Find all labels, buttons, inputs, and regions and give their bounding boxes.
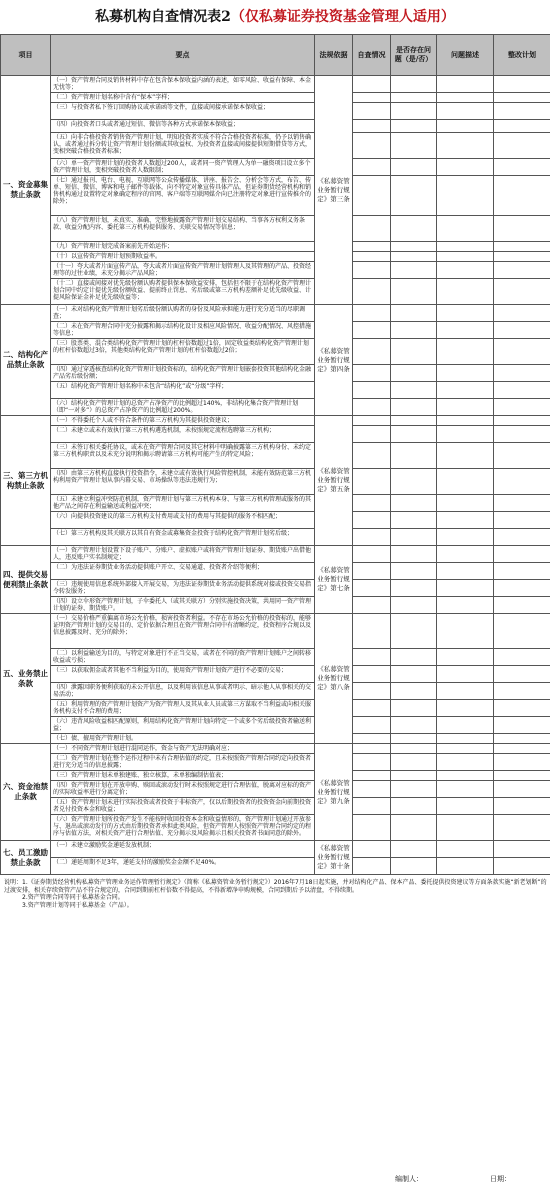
- table-row: [1, 512, 550, 529]
- section-item: 一、资金募集禁止条款: [1, 76, 51, 305]
- self-check-cell[interactable]: [353, 512, 391, 529]
- self-check-table: [0, 34, 550, 875]
- table-row: [1, 798, 550, 815]
- header-row: [1, 35, 550, 76]
- compliance-cell[interactable]: [391, 597, 437, 614]
- check-point: （十二）直接或间接对优先级份额认购者提供保本保收益安排，包括但不限于在结构化资产管理计划合同中约定计提优先级份额收益、提前终止罚息、劣后级或第三方机构差额补足优先级收益、计提风险保证金补足优先级收益等；: [51, 279, 315, 305]
- self-check-cell[interactable]: [353, 563, 391, 580]
- self-check-cell[interactable]: [353, 734, 391, 744]
- self-check-cell[interactable]: [353, 495, 391, 512]
- issue-cell[interactable]: [437, 399, 494, 416]
- check-point: （六）资产管理计划所投资产发生不能按时收回投资本金和收益情形的，资产管理计划通过开放参与、退出或滚动发行的方式由后期投资者承担此类风险，但资产管理人按照资产管理合同约定的程序与估值方法，对相关资产进行合理估值、充分揭示及风险揭示且相关投资者书面同意的除外。: [51, 815, 315, 841]
- table-row: [1, 305, 550, 322]
- check-point: （一）不得委托个人或不符合条件的第三方机构为其提供投资建议；: [51, 416, 315, 426]
- title-accent: （仅私募证券投资基金管理人适用）: [230, 9, 455, 25]
- issue-cell[interactable]: [437, 103, 494, 120]
- table-row: [1, 133, 550, 159]
- self-check-cell[interactable]: [353, 754, 391, 771]
- self-check-cell[interactable]: [353, 443, 391, 469]
- self-check-cell[interactable]: [353, 666, 391, 683]
- issue-cell[interactable]: [437, 744, 494, 754]
- issue-cell[interactable]: [437, 176, 494, 216]
- table-row: [1, 734, 550, 744]
- plan-cell[interactable]: [494, 262, 550, 279]
- title-main: 私募机构自查情况表2: [95, 9, 231, 25]
- issue-cell[interactable]: [437, 279, 494, 305]
- check-point: （二）递延周期不足3年，递延支付的激励奖金金额不足40%。: [51, 858, 315, 875]
- self-check-cell[interactable]: [353, 365, 391, 382]
- compliance-cell[interactable]: [391, 339, 437, 365]
- table-row: [1, 93, 550, 103]
- issue-cell[interactable]: [437, 159, 494, 176]
- table-row: [1, 382, 550, 399]
- plan-cell[interactable]: [494, 858, 550, 875]
- check-point: （十一）夸大或者片面宣传产品，夸大或者片面宣传资产管理计划管理人及其管理的产品、投资经理等的过往业绩，未充分揭示产品风险；: [51, 262, 315, 279]
- section-item: 五、业务禁止条款: [1, 614, 51, 744]
- compliance-cell[interactable]: [391, 858, 437, 875]
- check-point: （六）违背风险收益相匹配原则，利用结构化资产管理计划向特定一个或多个劣后级投资者输送利益；: [51, 717, 315, 734]
- table-body: [1, 76, 550, 875]
- issue-cell[interactable]: [437, 305, 494, 322]
- plan-cell[interactable]: [494, 614, 550, 649]
- issue-cell[interactable]: [437, 700, 494, 717]
- plan-cell[interactable]: [494, 252, 550, 262]
- check-point: （二）未建立或未有效执行第三方机构遴选机制，未按照规定流程选聘第三方机构；: [51, 426, 315, 443]
- issue-cell[interactable]: [437, 426, 494, 443]
- plan-cell[interactable]: [494, 242, 550, 252]
- header-points: 要点: [51, 35, 315, 76]
- compliance-cell[interactable]: [391, 781, 437, 798]
- plan-cell[interactable]: [494, 399, 550, 416]
- section-item: 六、资金池禁止条款: [1, 744, 51, 841]
- plan-cell[interactable]: [494, 649, 550, 666]
- self-check-cell[interactable]: [353, 262, 391, 279]
- self-check-cell[interactable]: [353, 469, 391, 495]
- regulation-basis: 《私募资管业务暂行规定》第五条: [315, 416, 353, 546]
- compliance-cell[interactable]: [391, 563, 437, 580]
- regulation-basis: 《私募资管业务暂行规定》第七条: [315, 546, 353, 614]
- issue-cell[interactable]: [437, 365, 494, 382]
- self-check-cell[interactable]: [353, 798, 391, 815]
- issue-cell[interactable]: [437, 841, 494, 858]
- issue-cell[interactable]: [437, 815, 494, 841]
- self-check-cell[interactable]: [353, 176, 391, 216]
- plan-cell[interactable]: [494, 382, 550, 399]
- check-point: （二）以利益输送为目的，与特定对象进行不正当交易，或者在不同的资产管理计划账户之间转移收益或亏损；: [51, 649, 315, 666]
- plan-cell[interactable]: [494, 771, 550, 781]
- table-row: [1, 426, 550, 443]
- check-point: （九）资产管理计划完成备案前先开始运作；: [51, 242, 315, 252]
- compliance-cell[interactable]: [391, 700, 437, 717]
- plan-cell[interactable]: [494, 580, 550, 597]
- compliance-cell[interactable]: [391, 469, 437, 495]
- plan-cell[interactable]: [494, 469, 550, 495]
- plan-cell[interactable]: [494, 322, 550, 339]
- regulation-basis: 《私募资管业务暂行规定》第九条: [315, 744, 353, 841]
- plan-cell[interactable]: [494, 305, 550, 322]
- plan-cell[interactable]: [494, 529, 550, 546]
- self-check-cell[interactable]: [353, 279, 391, 305]
- plan-cell[interactable]: [494, 683, 550, 700]
- compliance-cell[interactable]: [391, 262, 437, 279]
- compliance-cell[interactable]: [391, 717, 437, 734]
- compliance-cell[interactable]: [391, 426, 437, 443]
- compliance-cell[interactable]: [391, 529, 437, 546]
- table-row: [1, 76, 550, 93]
- plan-cell[interactable]: [494, 841, 550, 858]
- table-row: [1, 322, 550, 339]
- issue-cell[interactable]: [437, 683, 494, 700]
- plan-cell[interactable]: [494, 597, 550, 614]
- note-3: 3.资产管理计划等同于私募基金（产品）。: [22, 901, 133, 909]
- issue-cell[interactable]: [437, 262, 494, 279]
- issue-cell[interactable]: [437, 754, 494, 771]
- regulation-basis: 《私募资管业务暂行规定》第三条: [315, 76, 353, 305]
- issue-cell[interactable]: [437, 563, 494, 580]
- compliance-cell[interactable]: [391, 159, 437, 176]
- header-item: 项目: [1, 35, 51, 76]
- check-point: （四）资产管理计划在开放申购、赎回或滚动发行时未按照规定进行合理估值，脱离对应标的资产的实际收益率进行分离定价；: [51, 781, 315, 798]
- compliance-cell[interactable]: [391, 666, 437, 683]
- table-row: [1, 580, 550, 597]
- table-row: [1, 649, 550, 666]
- issue-cell[interactable]: [437, 252, 494, 262]
- issue-cell[interactable]: [437, 529, 494, 546]
- check-point: （二）资产管理计划名称中含有“保本”字样；: [51, 93, 315, 103]
- compliance-cell[interactable]: [391, 754, 437, 771]
- issue-cell[interactable]: [437, 322, 494, 339]
- section-item: 二、结构化产品禁止条款: [1, 305, 51, 416]
- compliance-cell[interactable]: [391, 120, 437, 133]
- self-check-cell[interactable]: [353, 771, 391, 781]
- note-2: 2.资产管理合同等同于私募基金合同。: [22, 894, 124, 902]
- check-point: （五）资产管理计划未进行实际投资或者投资于非标资产，仅以后期投资者的投资资金向前期投资者兑付投资本金和收益；: [51, 798, 315, 815]
- compliance-cell[interactable]: [391, 133, 437, 159]
- self-check-cell[interactable]: [353, 858, 391, 875]
- check-point: （二）资产管理计划在整个运作过程中未有合理估值的约定，且未按照资产管理合同约定向投资者进行充分适当的信息披露；: [51, 754, 315, 771]
- plan-cell[interactable]: [494, 443, 550, 469]
- table-row: [1, 103, 550, 120]
- compliance-cell[interactable]: [391, 841, 437, 858]
- compliance-cell[interactable]: [391, 76, 437, 93]
- check-point: （三）未签订相关委托协议，或未在资产管理合同及其它材料中明确披露第三方机构身份、未约定第三方机构职责以及未充分说明和揭示聘请第三方机构可能产生的特定风险；: [51, 443, 315, 469]
- regulation-basis: 《私募资管业务暂行规定》第十条: [315, 841, 353, 875]
- plan-cell[interactable]: [494, 754, 550, 771]
- issue-cell[interactable]: [437, 443, 494, 469]
- table-row: [1, 781, 550, 798]
- table-row: [1, 841, 550, 858]
- check-point: （四）通过穿透核查结构化资产管理计划投资标的，结构化资产管理计划嵌套投资其他结构化金融产品劣后级份额；: [51, 365, 315, 382]
- table-row: [1, 700, 550, 717]
- table-row: [1, 252, 550, 262]
- issue-cell[interactable]: [437, 798, 494, 815]
- section-item: 四、提供交易便利禁止条款: [1, 546, 51, 614]
- plan-cell[interactable]: [494, 744, 550, 754]
- compliance-cell[interactable]: [391, 734, 437, 744]
- table-row: [1, 279, 550, 305]
- plan-cell[interactable]: [494, 781, 550, 798]
- issue-cell[interactable]: [437, 597, 494, 614]
- self-check-cell[interactable]: [353, 216, 391, 242]
- self-check-cell[interactable]: [353, 339, 391, 365]
- table-row: [1, 683, 550, 700]
- plan-cell[interactable]: [494, 426, 550, 443]
- footer: [0, 1170, 550, 1188]
- header-plan: 整改计划: [494, 35, 550, 76]
- plan-cell[interactable]: [494, 416, 550, 426]
- compliance-cell[interactable]: [391, 416, 437, 426]
- table-row: [1, 242, 550, 252]
- self-check-cell[interactable]: [353, 597, 391, 614]
- plan-cell[interactable]: [494, 365, 550, 382]
- self-check-cell[interactable]: [353, 683, 391, 700]
- self-check-cell[interactable]: [353, 120, 391, 133]
- check-point: （四）由第三方机构直接执行投资指令，未建立或有效执行风险管控机制，未能有效防范第三方机构利用资产管理计划从事内幕交易、市场操纵等违法违规行为；: [51, 469, 315, 495]
- plan-cell[interactable]: [494, 798, 550, 815]
- table-row: [1, 159, 550, 176]
- self-check-cell[interactable]: [353, 649, 391, 666]
- plan-cell[interactable]: [494, 159, 550, 176]
- compliance-cell[interactable]: [391, 614, 437, 649]
- issue-cell[interactable]: [437, 858, 494, 875]
- table-row: [1, 744, 550, 754]
- check-point: （三）与投资者私下签订回购协议或承诺函等文件，直接或间接承诺保本保收益；: [51, 103, 315, 120]
- table-row: [1, 771, 550, 781]
- header-compliance: 是否存在问题（是/否）: [391, 35, 437, 76]
- compliance-cell[interactable]: [391, 176, 437, 216]
- check-point: （三）股票类、混合类结构化资产管理计划的杠杆倍数超过1倍，固定收益类结构化资产管理计划的杠杆倍数超过3倍，其他类结构化资产管理计划的杠杆倍数超过2倍；: [51, 339, 315, 365]
- issue-cell[interactable]: [437, 546, 494, 563]
- note-1: 说明：1.《证券期货经营机构私募资产管理业务运作管理暂行规定》（简称《私募资管业务暂行规定》）2016年7月18日起实施，并对结构化产品、保本产品、委托提供投资建议等方面条款实施“新老划断”的过渡安排，相关存续资管产品不符合规定的，合同到期前杠杆倍数不得提高，不得新增净申购规模，合同到期后予以清盘，不得续期。: [4, 879, 547, 894]
- compliance-cell[interactable]: [391, 216, 437, 242]
- self-check-cell[interactable]: [353, 781, 391, 798]
- table-row: [1, 339, 550, 365]
- table-row: [1, 717, 550, 734]
- self-check-cell[interactable]: [353, 242, 391, 252]
- compliance-cell[interactable]: [391, 771, 437, 781]
- issue-cell[interactable]: [437, 133, 494, 159]
- plan-cell[interactable]: [494, 176, 550, 216]
- plan-cell[interactable]: [494, 133, 550, 159]
- compliance-cell[interactable]: [391, 399, 437, 416]
- check-point: （四）向投资者口头或者通过短信、微信等各种方式承诺保本保收益；: [51, 120, 315, 133]
- compliance-cell[interactable]: [391, 512, 437, 529]
- compliance-cell[interactable]: [391, 744, 437, 754]
- issue-cell[interactable]: [437, 666, 494, 683]
- regulation-basis: 《私募资管业务暂行规定》第四条: [315, 305, 353, 416]
- table-row: [1, 469, 550, 495]
- self-check-cell[interactable]: [353, 133, 391, 159]
- plan-cell[interactable]: [494, 666, 550, 683]
- header-basis: 法规依据: [315, 35, 353, 76]
- self-check-cell[interactable]: [353, 700, 391, 717]
- issue-cell[interactable]: [437, 339, 494, 365]
- issue-cell[interactable]: [437, 76, 494, 93]
- check-point: （六）结构化资产管理计划的总资产占净资产的比例超过140%，非结构化集合资产管理计划（即“一对多”）的总资产占净资产的比例超过200%。: [51, 399, 315, 416]
- self-check-cell[interactable]: [353, 159, 391, 176]
- self-check-cell[interactable]: [353, 744, 391, 754]
- self-check-cell[interactable]: [353, 103, 391, 120]
- plan-cell[interactable]: [494, 120, 550, 133]
- issue-cell[interactable]: [437, 580, 494, 597]
- plan-cell[interactable]: [494, 734, 550, 744]
- issue-cell[interactable]: [437, 649, 494, 666]
- table-row: [1, 529, 550, 546]
- check-point: （一）资产管理合同及销售材料中存在包含保本保收益内涵的表述，如零风险、收益有保障、本金无忧等；: [51, 76, 315, 93]
- compliance-cell[interactable]: [391, 93, 437, 103]
- check-point: （一）不同资产管理计划进行混同运作，资金与资产无法明确对应；: [51, 744, 315, 754]
- issue-cell[interactable]: [437, 512, 494, 529]
- compliance-cell[interactable]: [391, 365, 437, 382]
- self-check-cell[interactable]: [353, 529, 391, 546]
- plan-cell[interactable]: [494, 103, 550, 120]
- table-row: [1, 416, 550, 426]
- self-check-cell[interactable]: [353, 815, 391, 841]
- table-row: [1, 815, 550, 841]
- compliance-cell[interactable]: [391, 798, 437, 815]
- self-check-cell[interactable]: [353, 546, 391, 563]
- plan-cell[interactable]: [494, 495, 550, 512]
- issue-cell[interactable]: [437, 781, 494, 798]
- self-check-cell[interactable]: [353, 252, 391, 262]
- plan-cell[interactable]: [494, 815, 550, 841]
- issue-cell[interactable]: [437, 216, 494, 242]
- issue-cell[interactable]: [437, 242, 494, 252]
- self-check-cell[interactable]: [353, 614, 391, 649]
- check-point: （三）违规使用信息系统外部接入开展交易，为违法证券期货业务活动提供系统对接或投资交易指令转发服务；: [51, 580, 315, 597]
- check-point: （七）债、擅用资产管理计划。: [51, 734, 315, 744]
- check-point: （三）资产管理计划未单独建账、独立核算，未单独编制估值表；: [51, 771, 315, 781]
- table-row: [1, 563, 550, 580]
- section-item: 七、员工激励禁止条款: [1, 841, 51, 875]
- table-row: [1, 365, 550, 382]
- check-point: （一）交易价格严重偏离市场公允价格，损害投资者利益。不存在市场公允价格的投资标的，能够证明资产管理计划的交易目的、定价依据合理且在资产管理合同中有清晰约定，投资程序合规以及信息披露及时、充分的除外；: [51, 614, 315, 649]
- plan-cell[interactable]: [494, 700, 550, 717]
- compliance-cell[interactable]: [391, 252, 437, 262]
- check-point: （七）第三方机构及其关联方以其自有资金或募集资金投资于结构化资产管理计划劣后级；: [51, 529, 315, 546]
- table-row: [1, 597, 550, 614]
- plan-cell[interactable]: [494, 717, 550, 734]
- plan-cell[interactable]: [494, 512, 550, 529]
- check-point: （一）未对结构化资产管理计划劣后级份额认购者的身份及风险承担能力进行充分适当的尽职调查；: [51, 305, 315, 322]
- check-point: （三）以获取佣金或者其他不当利益为目的，使用资产管理计划资产进行不必要的交易；: [51, 666, 315, 683]
- check-point: （一）未建立激励奖金递延发放机制；: [51, 841, 315, 858]
- plan-cell[interactable]: [494, 546, 550, 563]
- check-point: （二）为违法证券期货业务活动提供账户开立、交易通道、投资者介绍等便利；: [51, 563, 315, 580]
- check-point: （五）向非合格投资者销售资产管理计划，明知投资者实质不符合合格投资者标准，仍予以销售确认，或者通过拆分转让资产管理计划份额或其收益权、为投资者直接或间接提供短期借贷等方式，变相突破合格投资者标准；: [51, 133, 315, 159]
- compliance-cell[interactable]: [391, 815, 437, 841]
- issue-cell[interactable]: [437, 382, 494, 399]
- check-point: （六）向提供投资建议的第三方机构支付费用或支付的费用与其提供的服务不相匹配；: [51, 512, 315, 529]
- check-point: （七）通过报刊、电台、电视、互联网等公众传播媒体，讲座、报告会、分析会等方式，布告、传单、短信、微信、博客和电子邮件等载体，向不特定对象宣传具体产品，但证券期货经营机构和销售机构通过设置特定对象确定程序的官网、客户端等互联网媒介向已注册特定对象进行宣传推介的除外；: [51, 176, 315, 216]
- table-row: [1, 120, 550, 133]
- self-check-cell[interactable]: [353, 580, 391, 597]
- self-check-cell[interactable]: [353, 841, 391, 858]
- table-row: [1, 858, 550, 875]
- plan-cell[interactable]: [494, 76, 550, 93]
- table-row: [1, 443, 550, 469]
- issue-cell[interactable]: [437, 416, 494, 426]
- table-row: [1, 216, 550, 242]
- issue-cell[interactable]: [437, 771, 494, 781]
- issue-cell[interactable]: [437, 93, 494, 103]
- issue-cell[interactable]: [437, 717, 494, 734]
- check-point: （二）未在资产管理合同中充分披露和揭示结构化设计及相应风险情况、收益分配情况、风控措施等信息；: [51, 322, 315, 339]
- issue-cell[interactable]: [437, 495, 494, 512]
- issue-cell[interactable]: [437, 734, 494, 744]
- plan-cell[interactable]: [494, 216, 550, 242]
- date-label: 日期：: [490, 1175, 511, 1183]
- table-row: [1, 546, 550, 563]
- header-issue: 问题描述: [437, 35, 494, 76]
- regulation-basis: 《私募资管业务暂行规定》第八条: [315, 614, 353, 744]
- check-point: （五）利用管理的资产管理计划资产为资产管理人及其从业人员或第三方谋取不当利益或向相关服务机构支付不合理的费用；: [51, 700, 315, 717]
- self-check-cell[interactable]: [353, 717, 391, 734]
- plan-cell[interactable]: [494, 93, 550, 103]
- compliance-cell[interactable]: [391, 683, 437, 700]
- check-point: （四）设立伞形资产管理计划，子伞委托人（或其关联方）分别实施投资决策，共用同一资产管理计划的证券、期货账户。: [51, 597, 315, 614]
- page-title: [0, 0, 550, 34]
- check-point: （六）单一资产管理计划的投资者人数超过200人，或者同一资产管理人为单一融资项目设立多个资产管理计划，变相突破投资者人数限制；: [51, 159, 315, 176]
- section-item: 三、第三方机构禁止条款: [1, 416, 51, 546]
- table-row: [1, 495, 550, 512]
- self-check-cell[interactable]: [353, 305, 391, 322]
- self-check-cell[interactable]: [353, 93, 391, 103]
- notes: [0, 875, 550, 941]
- compliance-cell[interactable]: [391, 443, 437, 469]
- plan-cell[interactable]: [494, 339, 550, 365]
- self-check-cell[interactable]: [353, 382, 391, 399]
- compliance-cell[interactable]: [391, 546, 437, 563]
- compliance-cell[interactable]: [391, 242, 437, 252]
- check-point: （五）结构化资产管理计划名称中未包含“结构化”或“分级”字样；: [51, 382, 315, 399]
- table-row: [1, 666, 550, 683]
- issue-cell[interactable]: [437, 469, 494, 495]
- self-check-cell[interactable]: [353, 426, 391, 443]
- editor-label: 编制人：: [395, 1175, 423, 1183]
- plan-cell[interactable]: [494, 279, 550, 305]
- compliance-cell[interactable]: [391, 279, 437, 305]
- self-check-cell[interactable]: [353, 399, 391, 416]
- table-row: [1, 176, 550, 216]
- issue-cell[interactable]: [437, 614, 494, 649]
- compliance-cell[interactable]: [391, 305, 437, 322]
- compliance-cell[interactable]: [391, 495, 437, 512]
- compliance-cell[interactable]: [391, 649, 437, 666]
- self-check-cell[interactable]: [353, 416, 391, 426]
- plan-cell[interactable]: [494, 563, 550, 580]
- table-row: [1, 614, 550, 649]
- table-row: [1, 754, 550, 771]
- check-point: （四）泄露因职务便利获取的未公开信息，以及利用该信息从事或者明示、暗示他人从事相关的交易活动；: [51, 683, 315, 700]
- check-point: （十）以宣传资产管理计划预期收益率。: [51, 252, 315, 262]
- compliance-cell[interactable]: [391, 322, 437, 339]
- table-row: [1, 262, 550, 279]
- check-point: （五）未建立利益冲突防范机制，资产管理计划与第三方机构本身、与第三方机构管理或服务的其他产品之间存在利益输送或利益冲突；: [51, 495, 315, 512]
- compliance-cell[interactable]: [391, 103, 437, 120]
- compliance-cell[interactable]: [391, 580, 437, 597]
- self-check-cell[interactable]: [353, 322, 391, 339]
- compliance-cell[interactable]: [391, 382, 437, 399]
- header-self-check: 自查情况: [353, 35, 391, 76]
- check-point: （一）资产管理计划设置下设子账户、分账户、虚拟账户或将资产管理计划证券、期货账户出借他人，违反账户实名制规定；: [51, 546, 315, 563]
- self-check-cell[interactable]: [353, 76, 391, 93]
- check-point: （八）资产管理计划，未真实、准确、完整地披露资产管理计划交易结构、当事各方权利义务条款、收益分配内容、委托第三方机构提供服务、关联交易情况等信息；: [51, 216, 315, 242]
- table-row: [1, 399, 550, 416]
- issue-cell[interactable]: [437, 120, 494, 133]
